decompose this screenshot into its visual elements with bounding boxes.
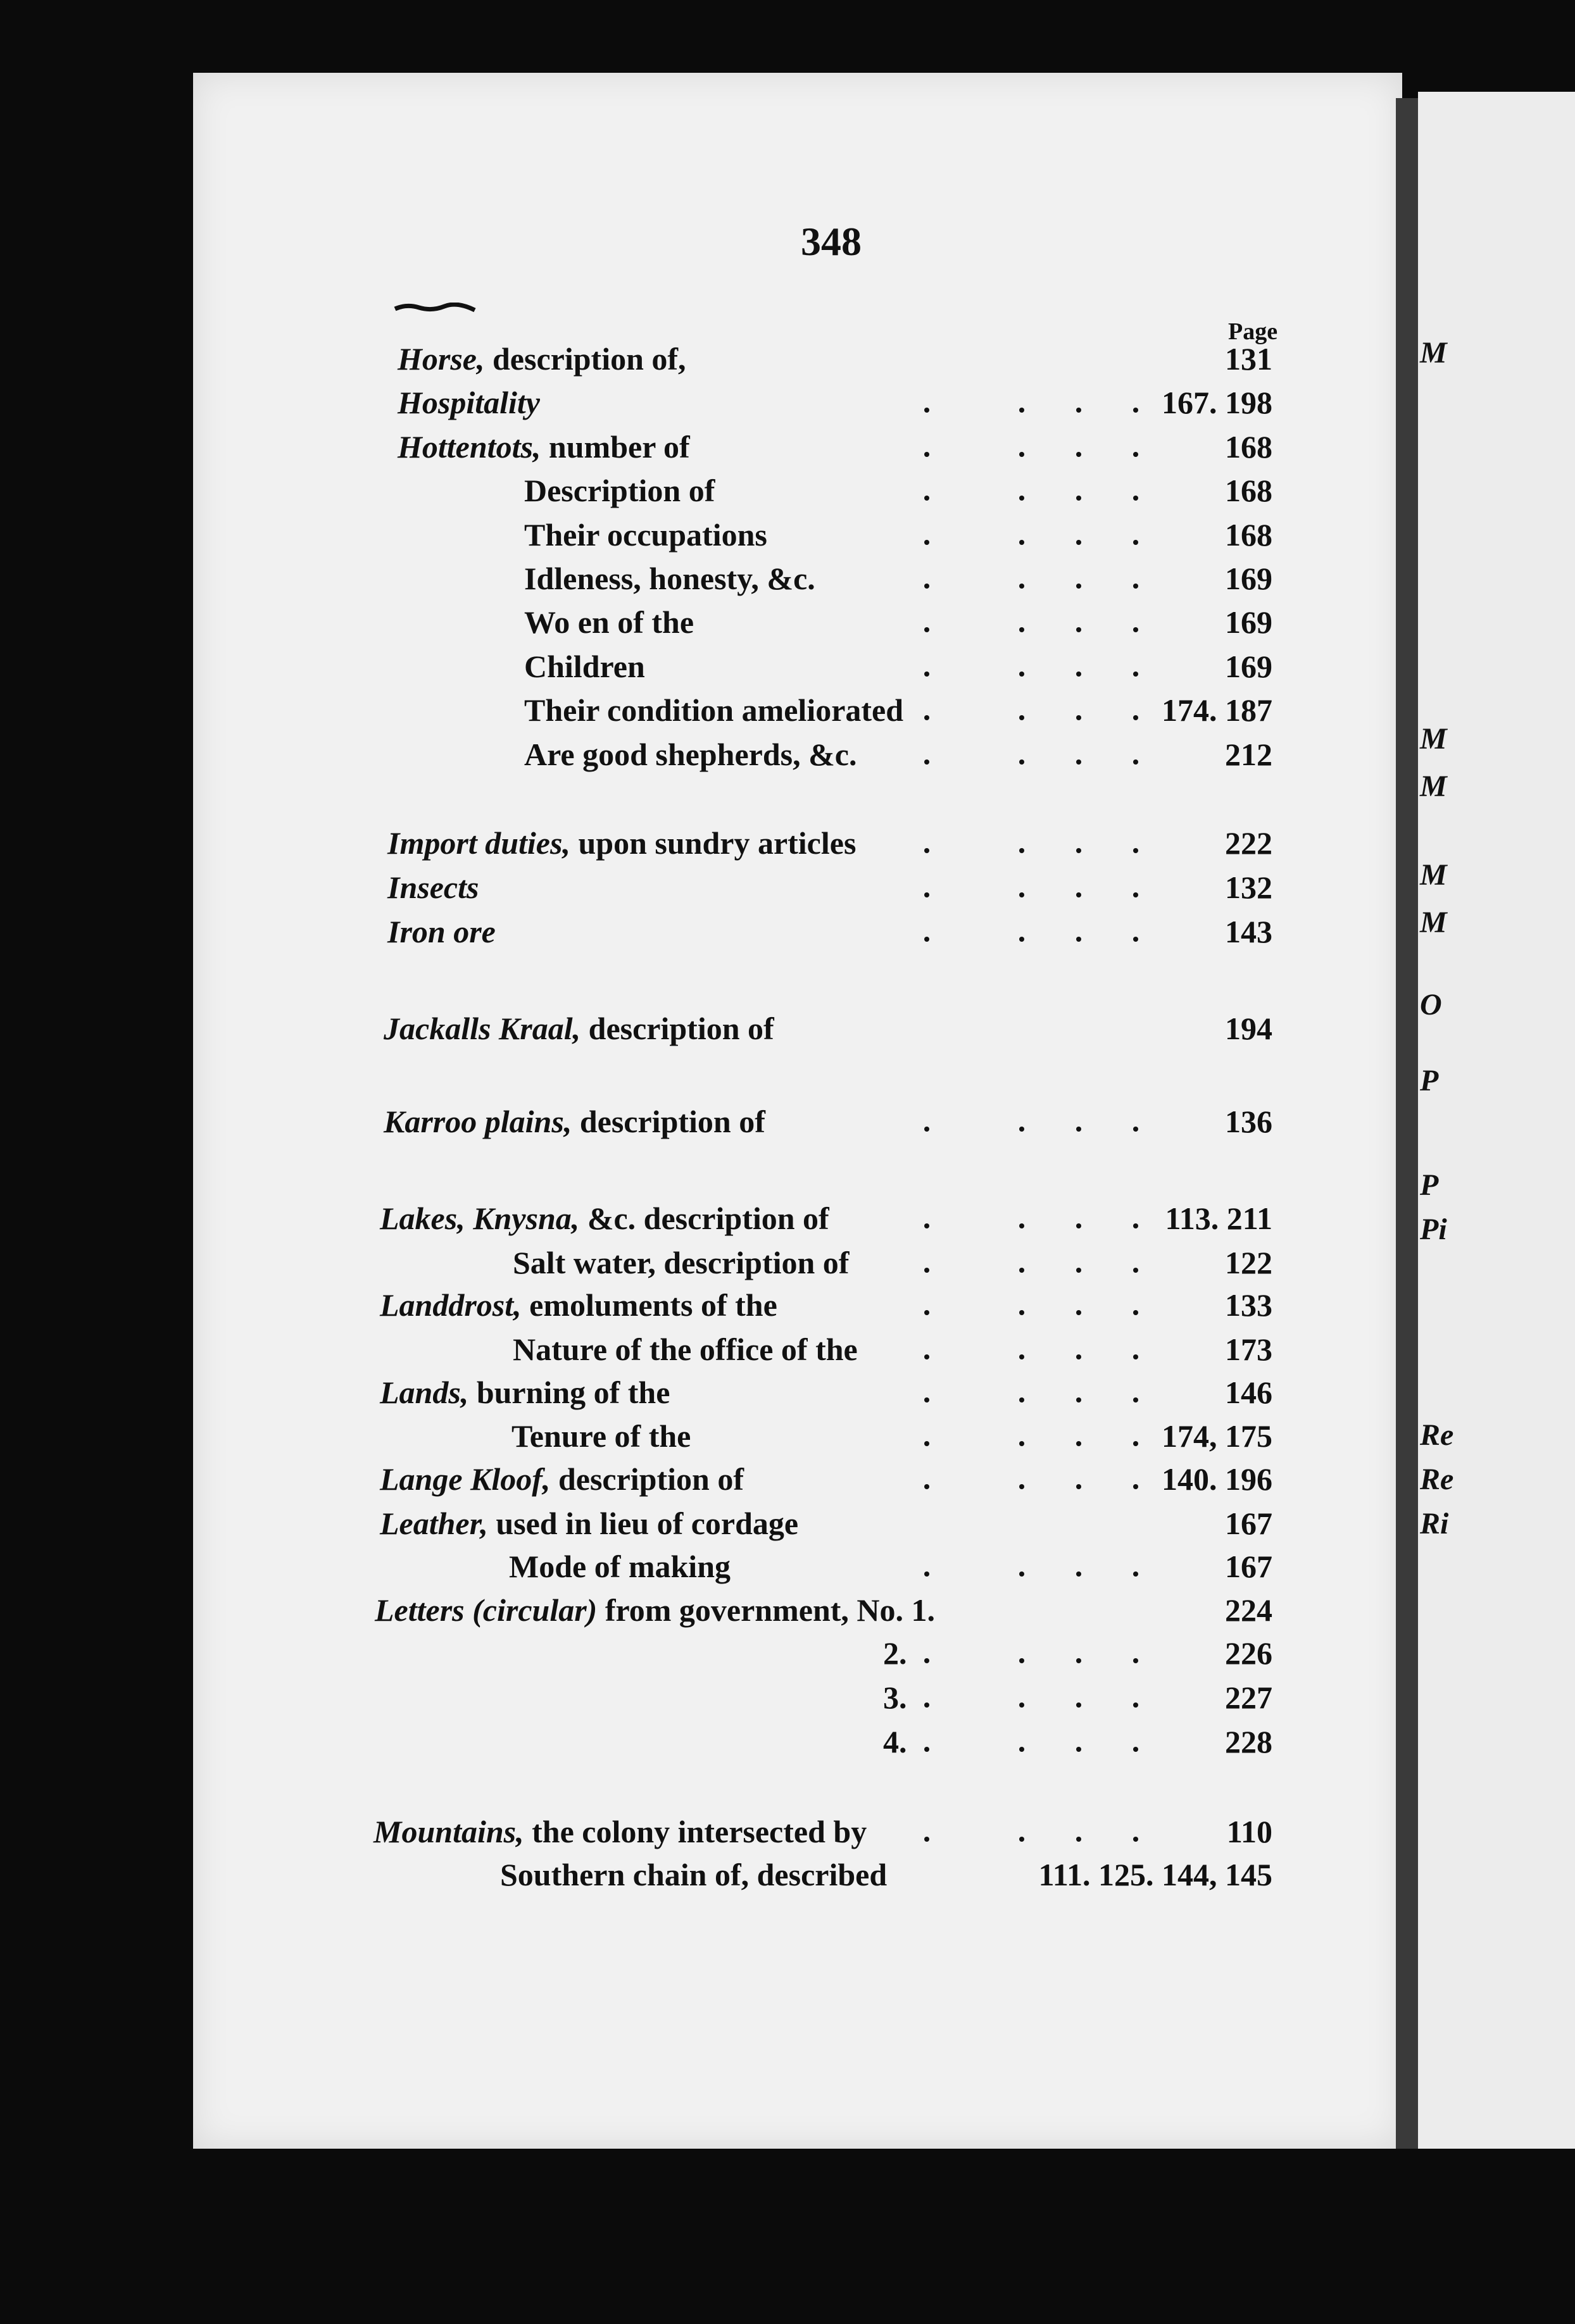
entry-term [883,1721,907,1762]
entry-heading: Lange Kloof, [380,1461,551,1497]
leader-dot [924,408,929,413]
leader-dot [1133,672,1138,677]
entry-text: Salt water, description of [513,1245,850,1280]
entry-term [883,1677,907,1718]
leader-dot [1076,584,1081,589]
entry-term [513,1329,858,1370]
index-entry [380,1459,1272,1499]
entry-heading: Karroo plains, [384,1104,572,1139]
entry-page-ref: 169 [1225,649,1272,684]
right-page-letter: M [1420,722,1447,756]
entry-term [387,911,496,952]
leader-dot [1076,1837,1081,1842]
entry-page-ref: 167. 198 [1162,385,1272,420]
entry-heading: Hospitality [398,385,540,420]
entry-page-ref: 113. 211 [1165,1201,1272,1236]
leader-dot [1019,672,1024,677]
leader-dot [924,1127,929,1132]
leader-dot [1019,1658,1024,1663]
leader-dot [924,848,929,853]
entry-text: emoluments of the [521,1287,777,1323]
entry-text: Wo en of the [524,604,694,640]
entry-term [398,427,690,467]
leader-dot [924,1441,929,1446]
entry-term [524,602,694,642]
entry-page-ref: 174, 175 [1162,1418,1272,1454]
entry-term [384,1008,774,1049]
leader-dot [1133,496,1138,501]
entry-page-ref: 224 [1225,1592,1272,1628]
entry-page-ref: 133 [1225,1287,1272,1323]
leader-dot [1076,627,1081,632]
entry-text: Mode of making [509,1549,731,1584]
leader-dot [1133,1127,1138,1132]
entry-page-ref: 168 [1225,473,1272,508]
entry-text: Tenure of the [511,1418,691,1454]
entry-heading: Mountains, [373,1814,524,1849]
leader-dot [1133,892,1138,897]
index-entry [524,558,1272,599]
entry-term [524,690,903,730]
leader-dot [1019,1310,1024,1315]
entry-text: 2. [883,1635,907,1671]
entry-text: Their condition ameliorated [524,692,904,728]
leader-dot [1019,1268,1024,1273]
leader-dot [1133,1571,1138,1577]
entry-term [524,734,857,775]
leader-dot [1076,1747,1081,1752]
entry-page-ref: 168 [1225,429,1272,465]
index-entry [384,1101,1272,1142]
index-entry [375,1590,1272,1630]
leader-dot [924,584,929,589]
right-page-letter: Ri [1420,1507,1449,1540]
leader-dot [1019,627,1024,632]
leader-dot [1076,1223,1081,1228]
leader-dot [924,1571,929,1577]
leader-dot [1133,759,1138,765]
entry-term [524,470,715,511]
right-page-letter: M [1420,336,1447,370]
entry-text: from government, No. 1. [597,1592,936,1628]
index-entry [387,911,1272,952]
entry-text: description of [550,1461,744,1497]
leader-dot [924,1747,929,1752]
entry-heading: Insects [387,870,479,905]
index-entry [883,1677,1272,1718]
entry-text: Nature of the office of the [513,1332,858,1367]
entry-page-ref: 146 [1225,1375,1272,1410]
entry-page-ref: 110 [1226,1814,1272,1849]
index-entry [380,1503,1272,1544]
leader-dot [1019,848,1024,853]
right-page-letter: Re [1420,1418,1454,1452]
entry-text: description of [580,1011,774,1046]
index-entry [380,1285,1272,1325]
leader-dot [1133,627,1138,632]
entry-heading: Hottentots, [398,429,541,465]
entry-heading: Horse, [398,341,485,377]
entry-term [524,558,815,599]
entry-text: Their occupations [524,517,767,553]
leader-dot [924,759,929,765]
entry-term [387,823,856,863]
entry-text: Southern chain of, described [500,1857,888,1892]
entry-page-ref: 143 [1225,914,1272,949]
leader-dot [924,452,929,457]
entry-text: Idleness, honesty, &c. [524,561,815,596]
entry-term [387,867,479,908]
leader-dot [1019,1747,1024,1752]
leader-dot [1076,759,1081,765]
entry-text: the colony intersected by [524,1814,867,1849]
index-entry [513,1329,1272,1370]
leader-dot [1133,715,1138,720]
leader-dot [1076,1310,1081,1315]
entry-term [513,1242,849,1283]
leader-dot [1076,892,1081,897]
entry-term [380,1198,829,1239]
index-entry [387,823,1272,863]
leader-dot [1076,1268,1081,1273]
entry-page-ref: 169 [1225,561,1272,596]
entry-text: number of [541,429,690,465]
entry-page-ref: 167 [1225,1506,1272,1541]
entry-page-ref: 174. 187 [1162,692,1272,728]
entry-heading: Landdrost, [380,1287,522,1323]
entry-text: 4. [883,1724,907,1759]
entry-term [883,1633,907,1673]
entry-page-ref: 227 [1225,1680,1272,1715]
leader-dot [1019,937,1024,942]
leader-dot [1076,496,1081,501]
leader-dot [1019,1397,1024,1403]
leader-dot [1019,1484,1024,1489]
entry-term [380,1372,670,1413]
right-page-letter: M [1420,858,1447,892]
leader-dot [1133,1484,1138,1489]
leader-dot [1076,1441,1081,1446]
leader-dot [1019,1441,1024,1446]
entry-term [380,1459,744,1499]
leader-dot [1133,1268,1138,1273]
index-entry [524,602,1272,642]
leader-dot [1076,937,1081,942]
leader-dot [1076,1571,1081,1577]
leader-dot [1019,759,1024,765]
index-entry [398,339,1272,379]
leader-dot [1133,848,1138,853]
entry-page-ref: 140. 196 [1162,1461,1272,1497]
leader-dot [1076,715,1081,720]
leader-dot [1019,496,1024,501]
leader-dot [924,1397,929,1403]
entry-page-ref: 173 [1225,1332,1272,1367]
leader-dot [1133,1310,1138,1315]
leader-dot [924,892,929,897]
entry-term [384,1101,765,1142]
leader-dot [1076,1484,1081,1489]
leader-dot [924,1484,929,1489]
entry-page-ref: 212 [1225,737,1272,772]
leader-dot [924,496,929,501]
leader-dot [1076,672,1081,677]
leader-dot [924,1268,929,1273]
index-entry [524,470,1272,511]
leader-dot [924,1837,929,1842]
entry-term [380,1285,777,1325]
entry-page-ref: 169 [1225,604,1272,640]
leader-dot [1019,540,1024,545]
entry-page-ref: 136 [1225,1104,1272,1139]
entry-text: upon sundry articles [570,825,857,861]
entry-page-ref: 111. 125. 144, 145 [1038,1857,1272,1892]
index-entry [524,690,1272,730]
leader-dot [1076,1658,1081,1663]
entry-heading: Import duties, [387,825,570,861]
entry-heading: Jackalls Kraal, [384,1011,581,1046]
index-entry [373,1811,1272,1852]
entry-text: description of [572,1104,765,1139]
leader-dot [1019,1354,1024,1359]
index-entry [513,1242,1272,1283]
leader-dot [1133,1658,1138,1663]
leader-dot [1076,1127,1081,1132]
entry-page-ref: 132 [1225,870,1272,905]
leader-dot [1019,1223,1024,1228]
leader-dot [1019,892,1024,897]
right-page-letter: P [1420,1168,1439,1202]
entry-term [380,1503,798,1544]
leader-dot [1133,1354,1138,1359]
leader-dot [1133,1747,1138,1752]
entry-text: Are good shepherds, &c. [524,737,857,772]
leader-dot [1133,452,1138,457]
leader-dot [1133,1702,1138,1708]
entry-page-ref: 222 [1225,825,1272,861]
leader-dot [924,1658,929,1663]
index-entry [883,1633,1272,1673]
entry-page-ref: 168 [1225,517,1272,553]
right-page-letter: Pi [1420,1213,1447,1246]
leader-dot [924,1702,929,1708]
index-entry [384,1008,1272,1049]
leader-dot [1133,937,1138,942]
leader-dot [1019,1702,1024,1708]
leader-dot [924,937,929,942]
entry-page-ref: 194 [1225,1011,1272,1046]
entry-term [373,1811,867,1852]
leader-dot [924,627,929,632]
entry-term [375,1590,935,1630]
index-entry [524,515,1272,555]
entry-page-ref: 167 [1225,1549,1272,1584]
page-gutter [1396,98,1418,2149]
entry-text: Children [524,649,645,684]
leader-dot [1076,452,1081,457]
entry-term [524,646,645,687]
index-entry [524,734,1272,775]
entry-page-ref: 122 [1225,1245,1272,1280]
index-entry [387,867,1272,908]
index-entry [509,1546,1272,1587]
leader-dot [1019,1837,1024,1842]
entry-heading: Lands, [380,1375,469,1410]
entry-text: description of, [484,341,686,377]
right-page-letter: P [1420,1064,1439,1097]
index-entry [883,1721,1272,1762]
entry-heading: Lakes, Knysna, [380,1201,580,1236]
entry-heading: Letters (circular) [375,1592,598,1628]
printer-ornament-mark [394,303,476,314]
leader-dot [1019,715,1024,720]
entry-heading: Leather, [380,1506,488,1541]
entry-heading: Iron ore [387,914,496,949]
leader-dot [1019,1127,1024,1132]
leader-dot [1019,408,1024,413]
leader-dot [1076,408,1081,413]
entry-term [398,339,686,379]
entry-text: &c. description of [579,1201,829,1236]
right-page-fragment [1418,92,1575,2149]
entry-page-ref: 226 [1225,1635,1272,1671]
leader-dot [924,1223,929,1228]
entry-page-ref: 228 [1225,1724,1272,1759]
entry-term [398,382,540,423]
leader-dot [1133,540,1138,545]
right-page-letter: O [1420,988,1442,1021]
entry-text: 3. [883,1680,907,1715]
right-page-letter: M [1420,770,1447,803]
index-entry [398,427,1272,467]
leader-dot [1076,1702,1081,1708]
leader-dot [1019,1571,1024,1577]
entry-text: used in lieu of cordage [487,1506,799,1541]
leader-dot [1133,408,1138,413]
leader-dot [1076,848,1081,853]
right-page-letter: Re [1420,1463,1454,1496]
entry-term [509,1546,731,1587]
leader-dot [1076,1354,1081,1359]
entry-text: burning of the [468,1375,670,1410]
leader-dot [1076,540,1081,545]
index-entry [511,1416,1272,1456]
entry-term [524,515,767,555]
page-column-label: Page [1228,318,1278,345]
index-entry [380,1372,1272,1413]
index-entry [500,1854,1272,1895]
leader-dot [924,540,929,545]
leader-dot [1133,1441,1138,1446]
entry-term [511,1416,691,1456]
entry-text: Description of [524,473,715,508]
leader-dot [924,1310,929,1315]
entry-page-ref: 131 [1225,341,1272,377]
index-entry [398,382,1272,423]
leader-dot [924,672,929,677]
entry-term [500,1854,887,1895]
leader-dot [1076,1397,1081,1403]
leader-dot [1133,584,1138,589]
leader-dot [924,715,929,720]
index-entry [524,646,1272,687]
leader-dot [1133,1837,1138,1842]
leader-dot [1133,1397,1138,1403]
page-number: 348 [801,219,862,264]
right-page-letter: M [1420,906,1447,939]
leader-dot [1019,584,1024,589]
leader-dot [1133,1223,1138,1228]
leader-dot [924,1354,929,1359]
leader-dot [1019,452,1024,457]
index-entry [380,1198,1272,1239]
